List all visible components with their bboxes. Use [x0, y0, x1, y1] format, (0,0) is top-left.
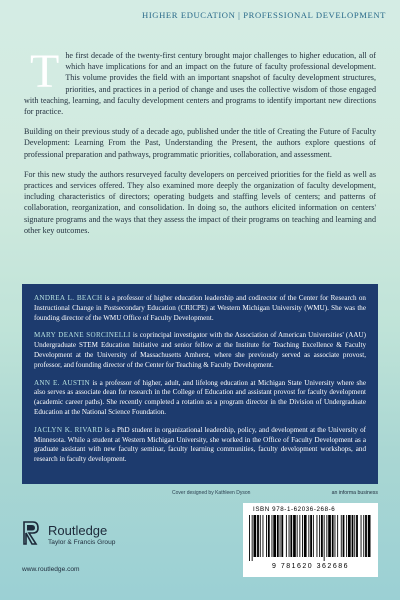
isbn-digits: 9 781620 362686: [272, 563, 349, 570]
barcode-bar: [257, 515, 259, 557]
barcode-bar: [299, 515, 300, 557]
blurb-paragraph-1-text: he first decade of the twenty-first century brought major challenges to higher education, all of which have implications for and an impact on the future of faculty professional development. This volume provides the field with an important snapshot of faculty development structures, priorities, and practices in a period of change and uses the collective wisdom of those engaged with teaching, learning, and faculty development centers and programs to identify important new directions for practice.: [24, 51, 376, 117]
barcode-bar: [337, 515, 338, 557]
author-bio: [34, 331, 366, 370]
barcode-bar: [335, 515, 336, 557]
dropcap: T: [30, 45, 60, 98]
category-label: HIGHER EDUCATION | PROFESSIONAL DEVELOPMENT: [142, 10, 386, 20]
isbn-label: ISBN 978-1-62036-268-6: [253, 506, 336, 513]
barcode-bar: [289, 515, 290, 557]
barcode: [249, 515, 372, 561]
barcode-bar: [352, 515, 354, 557]
barcode-bar: [356, 515, 358, 557]
barcode-bar: [260, 515, 261, 557]
barcode-bar: [354, 515, 355, 557]
barcode-bar: [363, 515, 364, 557]
cover-credit: Cover designed by Kathleen Dyson: [172, 490, 251, 496]
publisher-group: Taylor & Francis Group: [48, 539, 116, 546]
author-name: JACLYN K. RIVARD: [34, 425, 103, 434]
blurb-paragraph-2: Building on their previous study of a decade ago, published under the title of Creating the Future of Faculty Development: Learning From the Past, Understanding the Present, the authors explore questions of professional preparation and pathways, programmatic priorities, collaboration, and assessment.: [24, 127, 376, 159]
blurb-paragraph-1: [24, 45, 376, 117]
barcode-bar: [328, 515, 331, 557]
barcode-bar: [343, 515, 345, 557]
barcode-bar: [252, 515, 253, 561]
barcode-bar: [304, 515, 307, 557]
barcode-bar: [308, 515, 309, 557]
barcode-bar: [263, 515, 264, 557]
blurb-paragraph-3: For this new study the authors resurveyed faculty developers on perceived priorities for the field as well as practices and services offered. They also examined more deeply the organization of faculty development, including characteristics of directors; operating budgets and staffing levels of centers; and patterns of collaboration, reorganization, and consolidation. In doing so, the authors elicited information on centers' signature programs and the ways that they assess the impact of their programs on teaching and learning and other key outcomes.: [24, 169, 376, 235]
barcode-bar: [346, 515, 347, 557]
barcode-bar: [272, 515, 273, 557]
barcode-bar: [326, 515, 327, 557]
author-bios-panel: [22, 284, 378, 484]
barcode-bar: [348, 515, 351, 557]
barcode-bar: [317, 515, 318, 557]
barcode-bar: [361, 515, 362, 557]
author-bio-text: is a PhD student in organizational leadership, policy, and development at the University of Minnesota. While a student at Western Michigan University, she worked in the Office of Faculty Development as a graduate assistant with new faculty seminar, faculty learning communities, faculty development workshops, and research in faculty development.: [34, 425, 366, 464]
barcode-bar: [293, 515, 296, 557]
barcode-bar: [268, 515, 270, 557]
blurb: [24, 45, 376, 245]
author-name: ANDREA L. BEACH: [34, 294, 103, 302]
author-name: ANN E. AUSTIN: [34, 378, 90, 387]
barcode-bar: [254, 515, 257, 557]
barcode-bar: [277, 515, 279, 557]
barcode-area: [243, 490, 378, 580]
author-bio: [34, 294, 366, 323]
publisher-name: Routledge: [48, 523, 108, 538]
publisher-logo: [22, 520, 162, 570]
barcode-bar: [324, 515, 325, 561]
author-bio-text: is a professor of higher education leadership and codirector of the Center for Research on Instructional Change in Postsecondary Education (CRICPE) at Western Michigan University (WMU). She was the founding director of the WMU Office of Faculty Development.: [34, 294, 366, 322]
author-bio-text: is coprincipal investigator with the Association of American Universities' (AAU) Undergraduate STEM Education Initiative and senior fellow at the Institute for Teaching Excellence & Faculty Development at the University of Massachusetts Amherst, where she previously served as associate provost, professor, and founding director of the Center for Teaching & Faculty Development.: [34, 331, 367, 369]
barcode-bar: [341, 515, 342, 557]
isbn-panel: [243, 503, 378, 577]
barcode-bar: [302, 515, 303, 557]
barcode-bar: [249, 515, 250, 561]
barcode-bar: [273, 515, 276, 557]
barcode-bar: [332, 515, 334, 557]
barcode-bar: [365, 515, 367, 557]
barcode-bar: [321, 515, 323, 557]
author-name: MARY DEANE SORCINELLI: [34, 331, 131, 340]
routledge-r-icon: [22, 520, 40, 546]
author-bio: [34, 379, 366, 418]
barcode-bar: [286, 515, 287, 557]
barcode-bar: [290, 515, 292, 557]
informa-label: an informa business: [331, 490, 378, 496]
barcode-bar: [297, 515, 298, 557]
publisher-url: www.routledge.com: [22, 566, 80, 573]
barcode-bar: [319, 515, 320, 557]
barcode-bar: [310, 515, 312, 557]
barcode-bar: [266, 515, 267, 557]
barcode-bar: [368, 515, 371, 557]
barcode-bar: [280, 515, 281, 557]
barcode-bar: [281, 515, 283, 557]
author-bio: [34, 426, 366, 465]
author-bio-text: is a professor of higher, adult, and lifelong education at Michigan State University where she also serves as associate dean for research in the College of Education and assistant provost for faculty development (academic career paths). She recently completed a rotation as a program director in the Division of Undergraduate Education at the National Science Foundation.: [34, 378, 366, 416]
barcode-bar: [313, 515, 314, 557]
